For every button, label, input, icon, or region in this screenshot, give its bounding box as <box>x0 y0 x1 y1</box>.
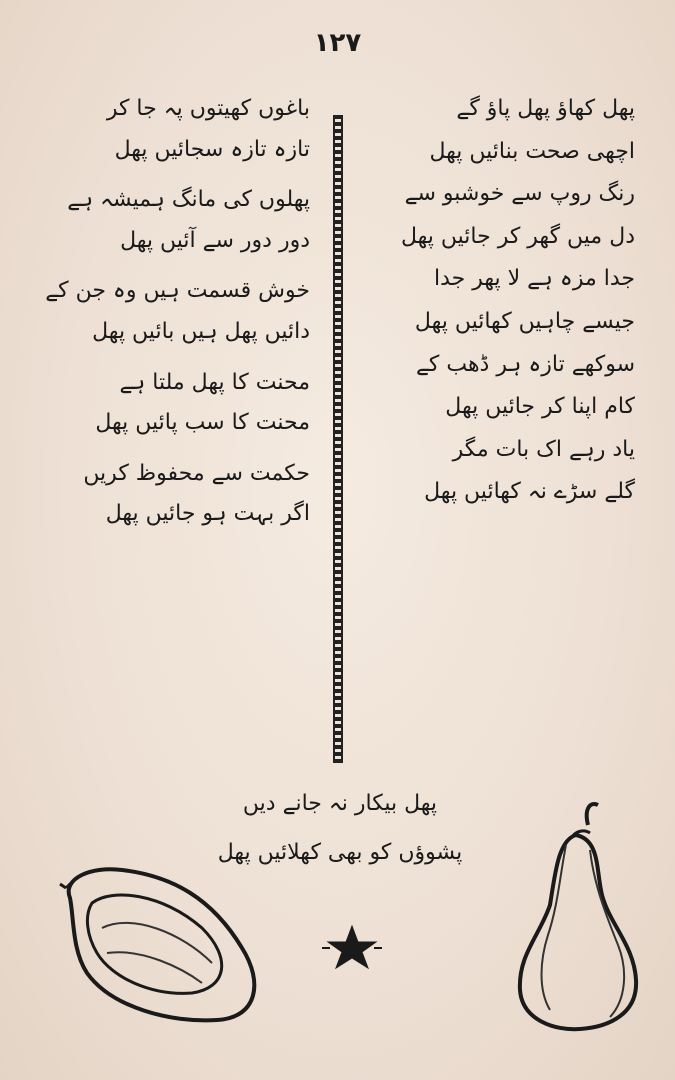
poem-right-column <box>335 95 635 521</box>
poem-line: پھلوں کی مانگ ہمیشہ ہے <box>67 187 310 213</box>
pear-illustration <box>510 795 645 1035</box>
poem-line: محنت کا پھل ملتا ہے <box>119 369 310 395</box>
stanza <box>40 95 310 164</box>
poem-line: دور دور سے آئیں پھل <box>120 227 310 253</box>
poem-line: جدا مزہ ہے لا پھر جدا <box>433 266 635 292</box>
poem-line: پھل بیکار نہ جانے دیں <box>242 791 438 816</box>
star-ornament-icon <box>320 922 384 972</box>
poem-left-column <box>40 95 310 551</box>
poem-line: حکمت سے محفوظ کریں <box>83 460 310 486</box>
poem-line: تازہ تازہ سجائیں پھل <box>114 136 310 162</box>
poem-line: یاد رہے اک بات مگر <box>452 436 635 462</box>
poem-line: رنگ روپ سے خوشبو سے <box>404 181 635 207</box>
stanza <box>40 460 310 529</box>
poem-line: اگر بہت ہو جائیں پھل <box>105 501 310 527</box>
poem-line: دائیں پھل ہیں بائیں پھل <box>92 318 310 344</box>
page-number: ١٢٧ <box>313 28 362 58</box>
poem-line: دل میں گھر کر جائیں پھل <box>400 223 635 249</box>
poem-line: جیسے چاہیں کھائیں پھل <box>414 308 635 334</box>
poem-line: اچھی صحت بنائیں پھل <box>429 138 635 164</box>
stanza <box>40 369 310 438</box>
stanza <box>40 277 310 346</box>
poem-line: پشوؤں کو بھی کھلائیں پھل <box>217 839 463 865</box>
poem-line: خوش قسمت ہیں وہ جن کے <box>45 278 310 304</box>
poem-line: سوکھے تازہ ہر ڈھب کے <box>415 351 635 377</box>
stanza <box>40 186 310 255</box>
poem-line: محنت کا سب پائیں پھل <box>95 410 310 436</box>
mango-illustration <box>52 858 267 1028</box>
column-divider <box>333 115 343 763</box>
poem-line: پھل کھاؤ پھل پاؤ گے <box>456 96 635 121</box>
poem-line: کام اپنا کر جائیں پھل <box>445 394 635 420</box>
poem-line: باغوں کھیتوں پہ جا کر <box>106 96 310 121</box>
poem-line: گلے سڑے نہ کھائیں پھل <box>424 479 635 505</box>
